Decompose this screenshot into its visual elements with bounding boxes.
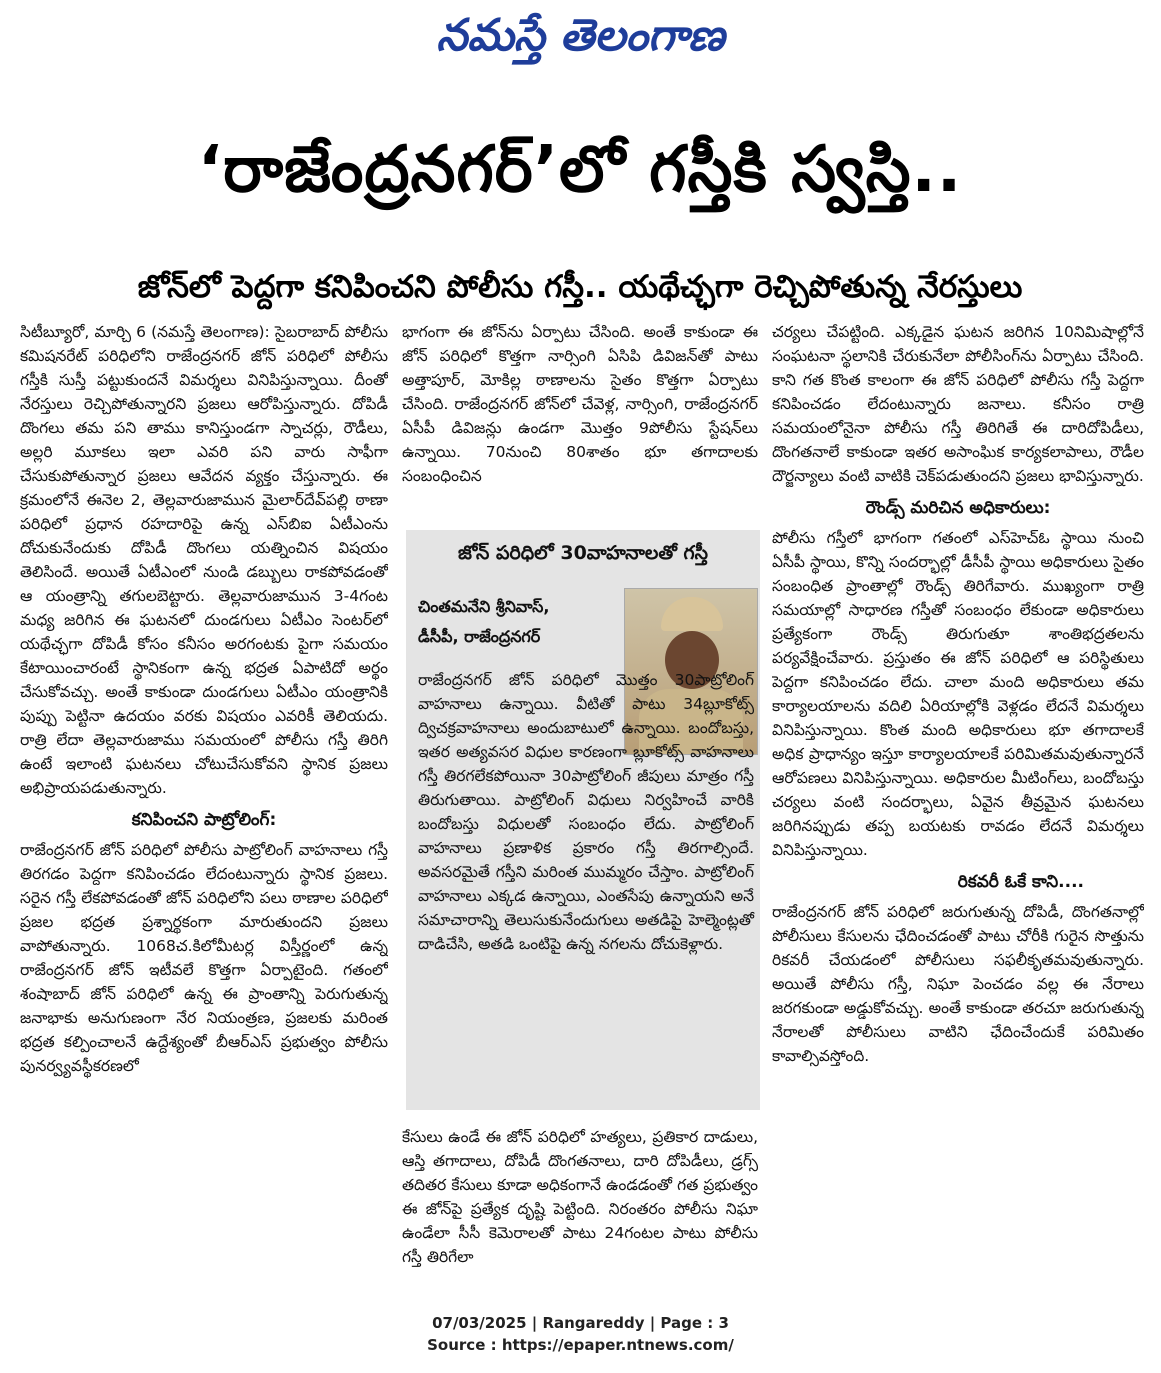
column2-paragraph-2: కేసులు ఉండే ఈ జోన్ పరిధిలో హత్యలు, ప్రతికార దాడులు, ఆస్తి తగాదాలు, దోపిడీ దొంగతనాలు, దారి దోపిడీలు, డ్రగ్స్ తదితర కేసులు కూడా అధికంగానే ఉండడంతో గత ప్రభుత్వం ఈ జోన్‌పై ప్రత్యేక దృష్టి పెట్టింది. నిరంతరం పోలీసు నిఘా ఉండేలా సీసీ కెమెరాలతో పాటు 24గంటల పాటు పోలీసు గస్తీ తిరిగేలా xyxy=(402,1128,758,1266)
column1-subtitle: కనిపించని పాట్రోలింగ్: xyxy=(131,810,277,830)
byline-name: చింతమనేని శ్రీనివాస్, xyxy=(418,597,550,616)
column1-paragraph-1: సిటీబ్యూరో, మార్చి 6 (నమస్తే తెలంగాణ): సైబరాబాద్ పోలీసు కమిషనరేట్ పరిధిలోని రాజేంద్రనగర్ జోన్ పరిధిలో పోలీసు గస్తీకి సుస్తీ పట్టుకుందనే విమర్శలు వినిపిస్తున్నాయి. దీంతో నేరస్తులు రెచ్చిపోతున్నారని ప్రజలు ఆరోపిస్తున్నారు. దోపిడీ దొంగలు తమ పని తాము కానిస్తుండగా స్నాచర్లు, రౌడీలు, అల్లరి మూకలు ఇలా ఎవరి పని వారు సాఫీగా చేసుకుపోతున్నార ప్రజలు ఆవేదన వ్యక్తం చేస్తున్నారు. ఈ క్రమంలోనే ఈనెల 2, తెల్లవారుజామున మైలార్‌దేవ్‌పల్లి ఠాణా పరిధిలో ప్రధాన రహదారిపై ఉన్న ఎస్‌బిఐ ఏటీఎంను దోచుకునేందుకు దోపిడీ దొంగలు యత్నించిన విషయం తెలిసిందే. అయితే ఏటీఎంలో నుండి డబ్బులు రాకపోవడంతో ఆ యంత్రాన్ని తగులబెట్టారు. తెల్లవారుజామున 3-4గంట మధ్య జరిగిన ఈ ఘటనలో దుండగులు ఏటీఎం సెంటర్‌లో యథేచ్ఛగా దోపిడీ కోసం కనీసం అరగంటకు పైగా సమయం కేటాయించారంటే స్థానికంగా ఉన్న భద్రత ఏపాటిదో అర్థం చేసుకోవచ్చు. అంతే కాకుండా దుండగులు ఏటీఎం యంత్రానికి పుప్పు పెట్టినా ఉదయం వరకు విషయం ఎవరికీ తెలియదు. రాత్రి లేదా తెల్లవారుజాము సమయంలో పోలీసు గస్తీ తిరిగి ఉంటే ఇలాంటి ఘటనలు చోటుచేసుకోవని స్థానిక ప్రజలు అభిప్రాయపడుతున్నారు. xyxy=(20,323,388,797)
byline-role: డీసీపీ, రాజేంద్రనగర్ xyxy=(418,627,541,646)
article-headline: ‘రాజేంద్రనగర్’లో గస్తీకి స్వస్తి.. xyxy=(197,133,963,207)
article-column-3 xyxy=(772,320,1144,1280)
box-title: జోన్ పరిధిలో 30వాహనాలతో గస్తీ xyxy=(458,542,708,564)
footer-source-line: Source : https://epaper.ntnews.com/ xyxy=(427,1336,734,1354)
column1-paragraph-2: రాజేంద్రనగర్ జోన్ పరిధిలో పోలీసు పాట్రోలింగ్ వాహనాలు గస్తీ తిరగడం పెద్దగా కనిపించడం లేదంటున్నారు స్థానిక ప్రజలు. సరైన గస్తీ లేకపోవడంతో జోన్ పరిధిలోని పలు ఠాణాల పరిధిలో ప్రజల భద్రత ప్రశ్నార్థకంగా మారుతుందని ప్రజలు వాపోతున్నారు. 1068చ.కిలోమీటర్ల విస్తీర్ణంలో ఉన్న రాజేంద్రనగర్ జోన్ ఇటీవలే కొత్తగా ఏర్పాటైంది. గతంలో శంషాబాద్ జోన్ పరిధిలో ఉన్న ఈ ప్రాంతాన్ని పెరుగుతున్న జనాభాకు అనుగుణంగా నేర నియంత్రణ, ప్రజలకు మరింత భద్రత కల్పించాలనే ఉద్దేశ్యంతో బీఆర్‌ఎస్ ప్రభుత్వం పోలీసు పునర్వ్యవస్థీకరణలో xyxy=(20,841,388,1075)
box-text xyxy=(418,668,754,956)
column2-paragraph-1: భాగంగా ఈ జోన్‌ను ఏర్పాటు చేసింది. అంతే కాకుండా ఈ జోన్ పరిధిలో కొత్తగా నార్సింగి ఏసిపి డివిజన్‌తో పాటు అత్తాపూర్, మోకిల్ల ఠాణాలను సైతం కొత్తగా ఏర్పాటు చేసింది. రాజేంద్రనగర్ జోన్‌లో చేవెళ్ల, నార్సింగి, రాజేంద్రనగర్ ఏసీపీ డివిజన్లు ఉండగా మొత్తం 9పోలీసు స్టేషన్‌లు ఉన్నాయి. 70నుంచి 80శాతం భూ తగాదాలకు సంబంధించిన xyxy=(402,323,758,485)
column3-paragraph-3: రాజేంద్రనగర్ జోన్ పరిధిలో జరుగుతున్న దోపిడీ, దొంగతనాల్లో పోలీసులు కేసులను ఛేదించడంతో పాటు చోరీకి గురైన సొత్తును రికవరీ చేయడంలో పోలీసులు సఫలీకృతమవుతున్నారు. అయితే పోలీసు గస్తీ, నిఘా పెంచడం వల్ల ఈ నేరాలు జరగకుండా అడ్డుకోవచ్చు. అంతే కాకుండా తరచూ జరుగుతున్న నేరాలతో పోలీసులు వాటిని ఛేదించేందుకే పరిమితం కావాల్సివస్తోంది. xyxy=(772,903,1144,1065)
page-footer xyxy=(0,1312,1161,1356)
column3-paragraph-1: చర్యలు చేపట్టింది. ఎక్కడైన ఘటన జరిగిన 10నిమిషాల్లోనే సంఘటనా స్థలానికి చేరుకునేలా పోలీసింగ్‌ను ఏర్పాటు చేసింది. కాని గత కొంత కాలంగా ఈ జోన్ పరిధిలో పోలీసు గస్తీ పెద్దగా కనిపించడం లేదంటున్నారు జనాలు. కనీసం రాత్రి సమయంలోనైనా పోలీసు గస్తీ తిరిగితే ఈ దారిదోపిడీలు, దొంగతనాలే కాకుండా ఇతర అసాంఘిక కార్యకలాపాలు, రౌడీల దౌర్జన్యాలు వంటి వాటికి చెక్‌పడుతుందని ప్రజలు భావిస్తున్నారు. xyxy=(772,323,1144,485)
box-byline xyxy=(418,592,618,652)
footer-date-line: 07/03/2025 | Rangareddy | Page : 3 xyxy=(432,1314,729,1332)
masthead-logo: నమస్తే తెలంగాణ xyxy=(436,10,725,61)
box-paragraph: రాజేంద్రనగర్ జోన్ పరిధిలో మొత్తం 30పాట్రోలింగ్ వాహనాలు ఉన్నాయి. వీటితో పాటు 34బ్లూకోట్స్ ద్విచక్రవాహనాలు అందుబాటులో ఉన్నాయి. బందోబస్తు, ఇతర అత్యవసర విధుల కారణంగా బ్లూకోట్స్ వాహనాలు గస్తీ తిరగలేకపోయినా 30పాట్రోలింగ్ జీపులు మాత్రం గస్తీ తిరుగుతాయి. పాట్రోలింగ్ విధులు నిర్వహించే వారికి బందోబస్తు విధులతో సంబంధం లేదు. పాట్రోలింగ్ వాహనాలు ప్రణాళిక ప్రకారం గస్తీ తిరగాల్సిందే. అవసరమైతే గస్తీని మరింత ముమ్మరం చేస్తాం. పాట్రోలింగ్ వాహనాలు ఎక్కడ ఉన్నాయి, ఎంతసేపు ఉన్నాయని అనే సమాచారాన్ని తెలుసుకునేందుగులు అతడిపై హెల్మెంట్లతో దాడిచేసి, అతడి ఒంటిపై ఉన్న నగలను దోచుకెళ్లారు. xyxy=(418,671,754,953)
column3-subtitle-2: రికవరీ ఓకే కాని.... xyxy=(957,872,1084,892)
article-column-2-top xyxy=(402,320,758,506)
column3-subtitle-1: రౌండ్స్ మరిచిన అధికారులు: xyxy=(865,498,1051,518)
cap-shape xyxy=(661,597,723,631)
article-subheadline: జోన్‌లో పెద్దగా కనిపించని పోలీసు గస్తీ.. యథేచ్ఛగా రెచ్చిపోతున్న నేరస్తులు xyxy=(137,269,1023,305)
article-column-1 xyxy=(20,320,388,1280)
article-column-2-bottom xyxy=(402,1125,758,1285)
column3-paragraph-2: పోలీసు గస్తీలో భాగంగా గతంలో ఎస్‌హెచ్‌ఓ స్థాయి నుంచి ఏసీపీ స్థాయి, కొన్ని సందర్భాల్లో డీసీపీ స్థాయి అధికారులు సైతం సంబంధిత ప్రాంతాల్లో రౌండ్స్ తిరిగేవారు. ముఖ్యంగా రాత్రి సమయాల్లో సాధారణ గస్తీతో సంబంధం లేకుండా అధికారులు ప్రత్యేకంగా రౌండ్స్ తిరుగుతూ శాంతిభద్రతలను పర్యవేక్షించేవారు. ప్రస్తుతం ఈ జోన్ పరిధిలో ఆ పరిస్థితులు పెద్దగా కనిపించడం లేదు. చాలా మంది అధికారులు తమ కార్యాలయాలను వదిలి ఏరియాల్లోకి వెళ్లడం లేదనే విమర్శలు వినిపిస్తున్నాయి. కొంత మంది అధికారులు భూ తగాదాలకే అధిక ప్రాధాన్యం ఇస్తూ కార్యాలయాలకే పరిమితమవుతున్నారనే ఆరోపణలు వినిపిస్తున్నాయి. అధికారుల మీటింగ్‌లు, బందోబస్తు చర్యలు వంటి సందర్భాలు, ఏవైన తీవ్రమైన ఘటనలు జరిగినప్పుడు తప్ప బయటకు రావడం లేదనే విమర్శలు వినిపిస్తున్నాయి. xyxy=(772,529,1144,859)
sidebar-quote-box xyxy=(406,530,760,1110)
